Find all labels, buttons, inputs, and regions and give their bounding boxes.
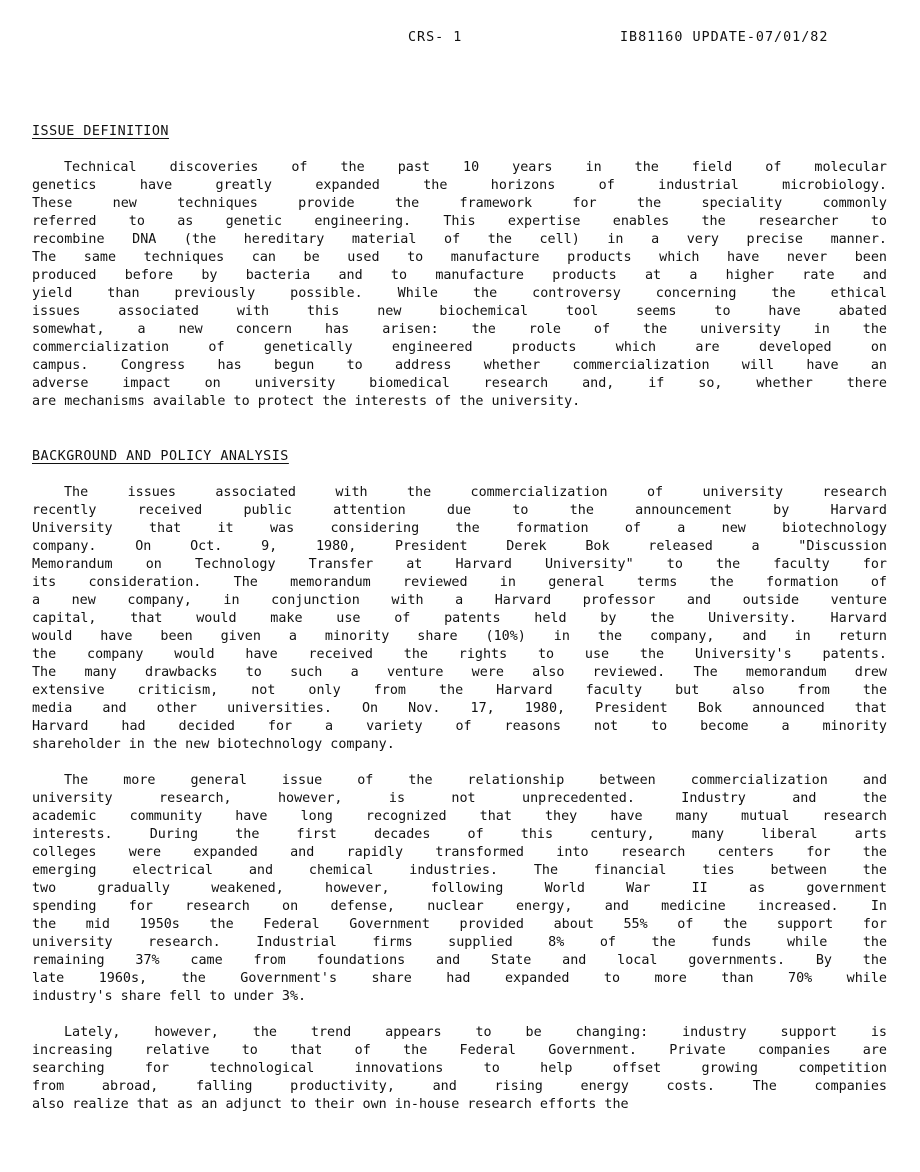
text-line: university research, however, is not unprecedented. Industry and the xyxy=(32,791,887,806)
text-line: recombine DNA (the hereditary material of the cell) in a very precise manner. xyxy=(32,232,887,247)
text-line: academic community have long recognized that they have many mutual research xyxy=(32,809,887,824)
text-line: searching for technological innovations to help offset growing competition xyxy=(32,1061,887,1076)
text-line: capital, that would make use of patents held by the University. Harvard xyxy=(32,611,887,626)
text-line: a new company, in conjunction with a Harvard professor and outside venture xyxy=(32,593,887,608)
text-line: from abroad, falling productivity, and rising energy costs. The companies xyxy=(32,1079,887,1094)
text-line: emerging electrical and chemical industries. The financial ties between the xyxy=(32,863,887,878)
text-line: The same techniques can be used to manufacture products which have never been xyxy=(32,250,887,265)
text-line: university research. Industrial firms supplied 8% of the funds while the xyxy=(32,935,887,950)
text-line: the mid 1950s the Federal Government provided about 55% of the support for xyxy=(32,917,887,932)
text-line: produced before by bacteria and to manufacture products at a higher rate and xyxy=(32,268,887,283)
text-line: adverse impact on university biomedical research and, if so, whether there xyxy=(32,376,887,391)
text-line: would have been given a minority share (10%) in the company, and in return xyxy=(32,629,887,644)
text-line: Technical discoveries of the past 10 years in the field of molecular xyxy=(64,160,887,175)
text-line: also realize that as an adjunct to their own in-house research efforts the xyxy=(32,1097,629,1112)
text-line: commercialization of genetically engineered products which are developed on xyxy=(32,340,887,355)
text-line: extensive criticism, not only from the Harvard faculty but also from the xyxy=(32,683,887,698)
text-line: colleges were expanded and rapidly transformed into research centers for the xyxy=(32,845,887,860)
issue-definition-heading: ISSUE DEFINITION xyxy=(32,124,169,139)
text-line: The many drawbacks to such a venture were also reviewed. The memorandum drew xyxy=(32,665,887,680)
text-line: two gradually weakened, however, following World War II as government xyxy=(32,881,887,896)
text-line: the company would have received the rights to use the University's patents. xyxy=(32,647,887,662)
text-line: industry's share fell to under 3%. xyxy=(32,989,307,1004)
text-line: its consideration. The memorandum reviewed in general terms the formation of xyxy=(32,575,887,590)
paragraph xyxy=(32,484,887,754)
text-line: The more general issue of the relationship between commercialization and xyxy=(64,773,887,788)
text-line: shareholder in the new biotechnology company. xyxy=(32,737,395,752)
text-line: issues associated with this new biochemical tool seems to have abated xyxy=(32,304,887,319)
issue-brief-id-header: IB81160 UPDATE-07/01/82 xyxy=(620,30,829,45)
text-line: Memorandum on Technology Transfer at Harvard University" to the faculty for xyxy=(32,557,887,572)
text-line: Harvard had decided for a variety of reasons not to become a minority xyxy=(32,719,887,734)
text-line: genetics have greatly expanded the horizons of industrial microbiology. xyxy=(32,178,887,193)
paragraph xyxy=(32,772,887,1006)
background-policy-heading: BACKGROUND AND POLICY ANALYSIS xyxy=(32,449,289,464)
text-line: late 1960s, the Government's share had expanded to more than 70% while xyxy=(32,971,887,986)
text-line: somewhat, a new concern has arisen: the role of the university in the xyxy=(32,322,887,337)
paragraph xyxy=(32,1024,887,1114)
paragraph xyxy=(32,159,887,411)
text-line: remaining 37% came from foundations and State and local governments. By the xyxy=(32,953,887,968)
text-line: recently received public attention due to the announcement by Harvard xyxy=(32,503,887,518)
text-line: company. On Oct. 9, 1980, President Derek Bok released a "Discussion xyxy=(32,539,887,554)
text-line: interests. During the first decades of this century, many liberal arts xyxy=(32,827,887,842)
text-line: are mechanisms available to protect the interests of the university. xyxy=(32,394,581,409)
text-line: increasing relative to that of the Federal Government. Private companies are xyxy=(32,1043,887,1058)
text-line: spending for research on defense, nuclear energy, and medicine increased. In xyxy=(32,899,887,914)
text-line: These new techniques provide the framework for the speciality commonly xyxy=(32,196,887,211)
text-line: yield than previously possible. While the controversy concerning the ethical xyxy=(32,286,887,301)
text-line: Lately, however, the trend appears to be changing: industry support is xyxy=(64,1025,887,1040)
text-line: campus. Congress has begun to address whether commercialization will have an xyxy=(32,358,887,373)
text-line: media and other universities. On Nov. 17, 1980, President Bok announced that xyxy=(32,701,887,716)
text-line: referred to as genetic engineering. This expertise enables the researcher to xyxy=(32,214,887,229)
text-line: The issues associated with the commercialization of university research xyxy=(64,485,887,500)
page-number-header: CRS- 1 xyxy=(408,30,463,45)
text-line: University that it was considering the formation of a new biotechnology xyxy=(32,521,887,536)
